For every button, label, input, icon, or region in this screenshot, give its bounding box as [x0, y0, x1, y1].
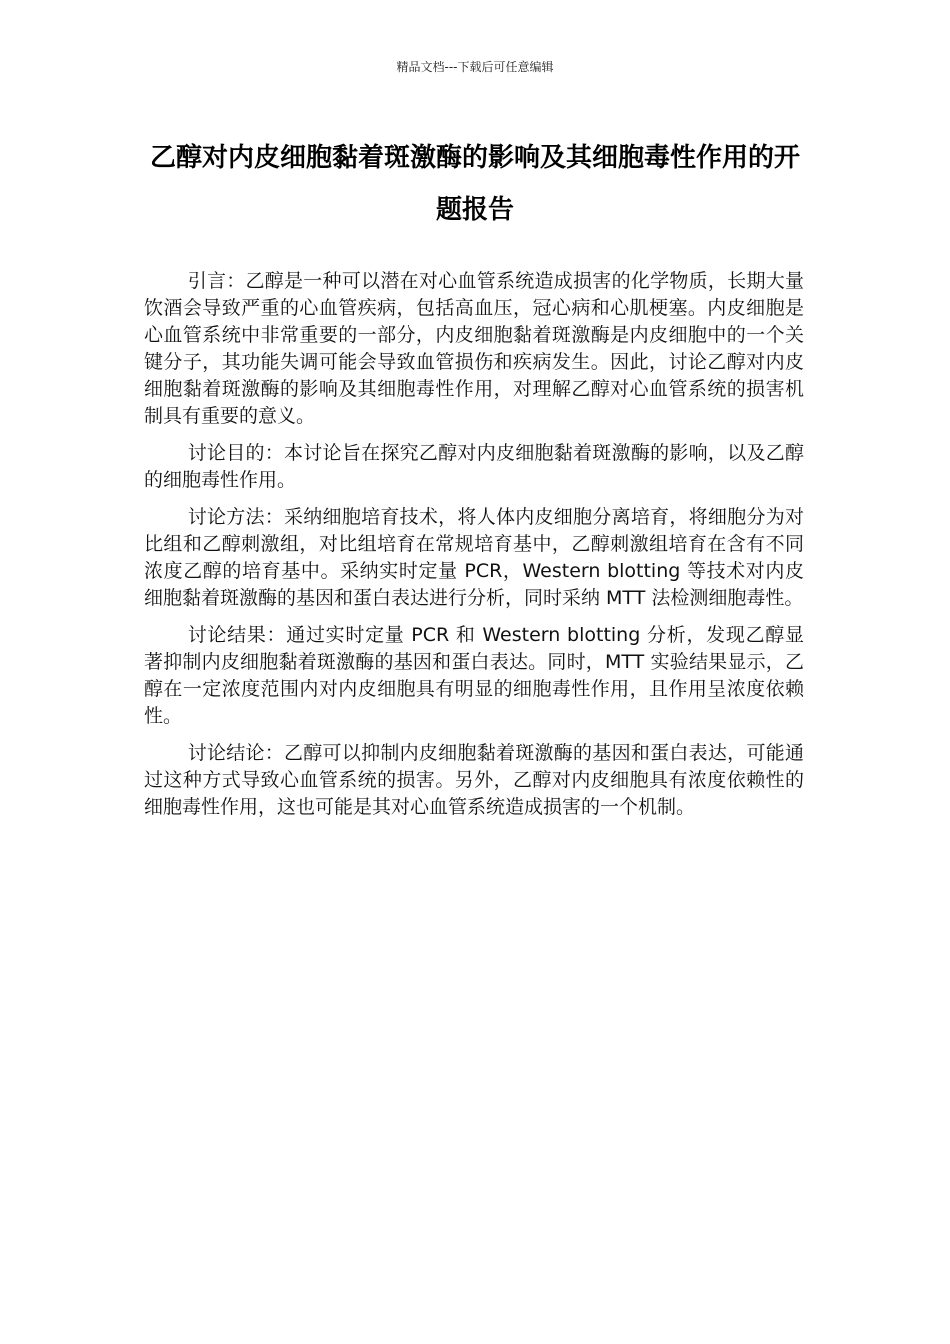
paragraph-conclusion: 讨论结论：乙醇可以抑制内皮细胞黏着斑激酶的基因和蛋白表达，可能通过这种方式导致心血管系统的损害。另外，乙醇对内皮细胞具有浓度依赖性的细胞毒性作用，这也可能是其对心血管系统造成损害的一个机制。: [144, 742, 804, 818]
document-title: 乙醇对内皮细胞黏着斑激酶的影响及其细胞毒性作用的开题报告: [149, 143, 800, 225]
header-note: 精品文档---下载后可任意编辑: [396, 60, 554, 74]
document-body: [144, 268, 804, 831]
paragraph-methods: 讨论方法：采纳细胞培育技术，将人体内皮细胞分离培育，将细胞分为对比组和乙醇刺激组，对比组培育在常规培育基中，乙醇刺激组培育在含有不同浓度乙醇的培育基中。采纳实时定量 PCR，Western blotting 等技术对内皮细胞黏着斑激酶的基因和蛋白表达进行分析，同时采纳 MTT 法检测细胞毒性。: [144, 506, 804, 609]
paragraph-results: 讨论结果：通过实时定量 PCR 和 Western blotting 分析，发现乙醇显著抑制内皮细胞黏着斑激酶的基因和蛋白表达。同时，MTT 实验结果显示，乙醇在一定浓度范围内对内皮细胞具有明显的细胞毒性作用，且作用呈浓度依赖性。: [144, 624, 804, 727]
paragraph-introduction: 引言：乙醇是一种可以潜在对心血管系统造成损害的化学物质，长期大量饮酒会导致严重的心血管疾病，包括高血压，冠心病和心肌梗塞。内皮细胞是心血管系统中非常重要的一部分，内皮细胞黏着斑激酶是内皮细胞中的一个关键分子，其功能失调可能会导致血管损伤和疾病发生。因此，讨论乙醇对内皮细胞黏着斑激酶的影响及其细胞毒性作用，对理解乙醇对心血管系统的损害机制具有重要的意义。: [144, 270, 804, 427]
paragraph-purpose: 讨论目的：本讨论旨在探究乙醇对内皮细胞黏着斑激酶的影响，以及乙醇的细胞毒性作用。: [144, 442, 804, 491]
